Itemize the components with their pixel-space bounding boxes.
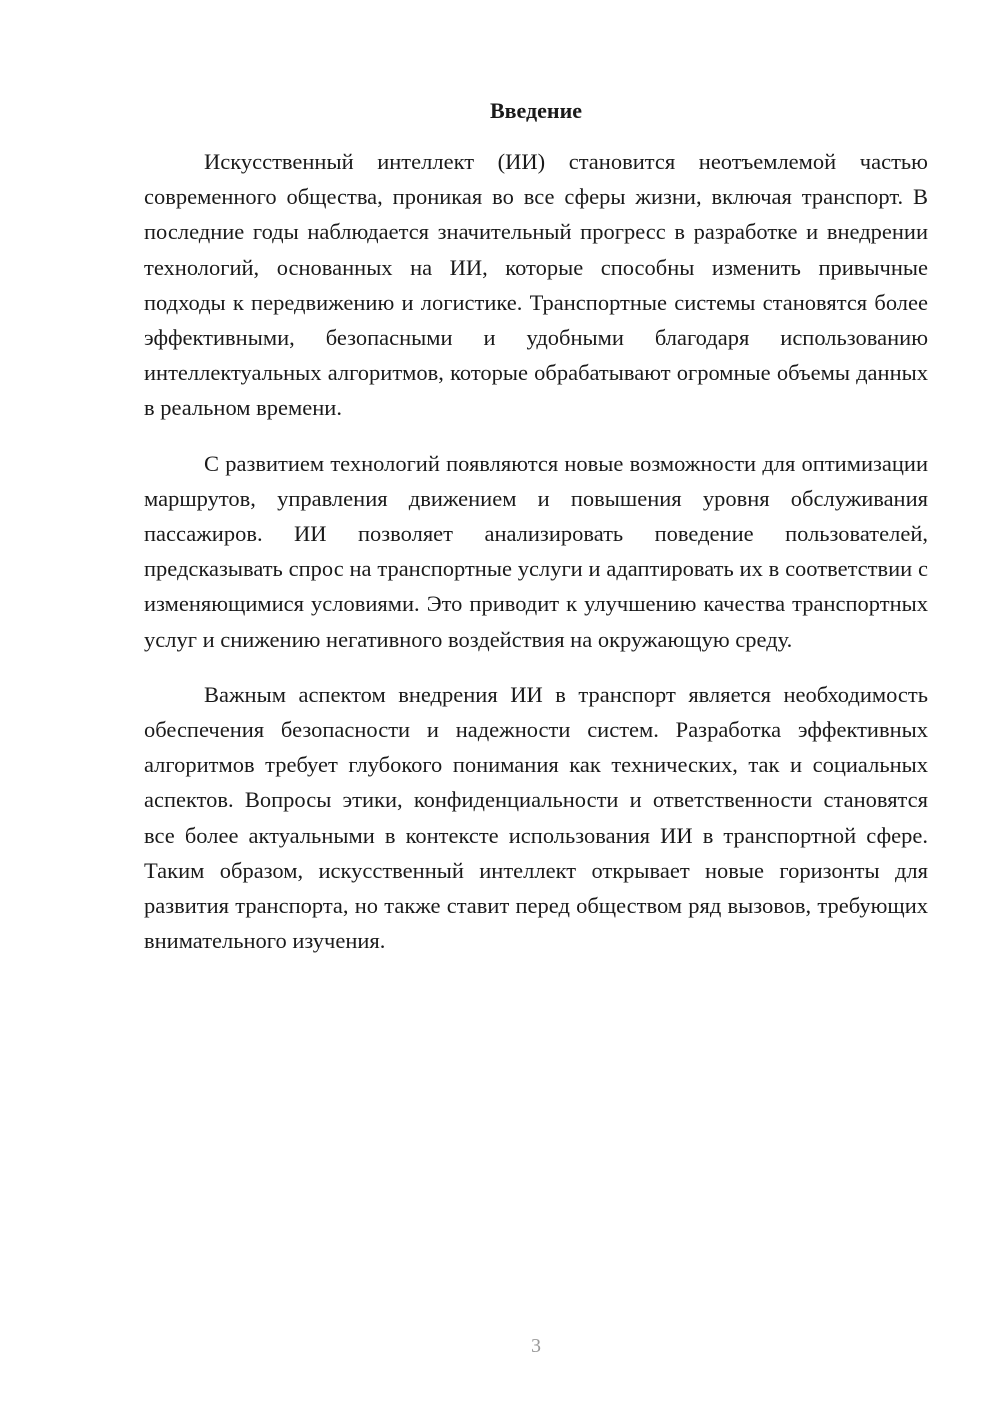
paragraph-1: Искусственный интеллект (ИИ) становится неотъемлемой частью современного общества, проникая во все сферы жизни, включая транспорт. В последние годы наблюдается значительный прогресс в разработке и внедрении технологий, основанных на ИИ, которые способны изменить привычные подходы к передвижению и логистике. Транспортные системы становятся более эффективными, безопасными и удобными благодаря использованию интеллектуальных алгоритмов, которые обрабатывают огромные объемы данных в реальном времени. bbox=[144, 149, 928, 421]
paragraph-3: Важным аспектом внедрения ИИ в транспорт является необходимость обеспечения безопасности и надежности систем. Разработка эффективных алгоритмов требует глубокого понимания как технических, так и социальных аспектов. Вопросы этики, конфиденциальности и ответственности становятся все более актуальными в контексте использования ИИ в транспортной сфере. Таким образом, искусственный интеллект открывает новые горизонты для развития транспорта, но также ставит перед обществом ряд вызовов, требующих внимательного изучения. bbox=[144, 681, 928, 954]
paragraph-2: С развитием технологий появляются новые возможности для оптимизации маршрутов, управления движением и повышения уровня обслуживания пассажиров. ИИ позволяет анализировать поведение пользователей, предсказывать спрос на транспортные услуги и адаптировать их в соответствии с изменяющимися условиями. Это приводит к улучшению качества транспортных услуг и снижению негативного воздействия на окружающую среду. bbox=[144, 450, 928, 652]
page-number: 3 bbox=[531, 1335, 541, 1357]
body-text bbox=[144, 144, 928, 978]
section-title: Введение bbox=[489, 98, 583, 123]
